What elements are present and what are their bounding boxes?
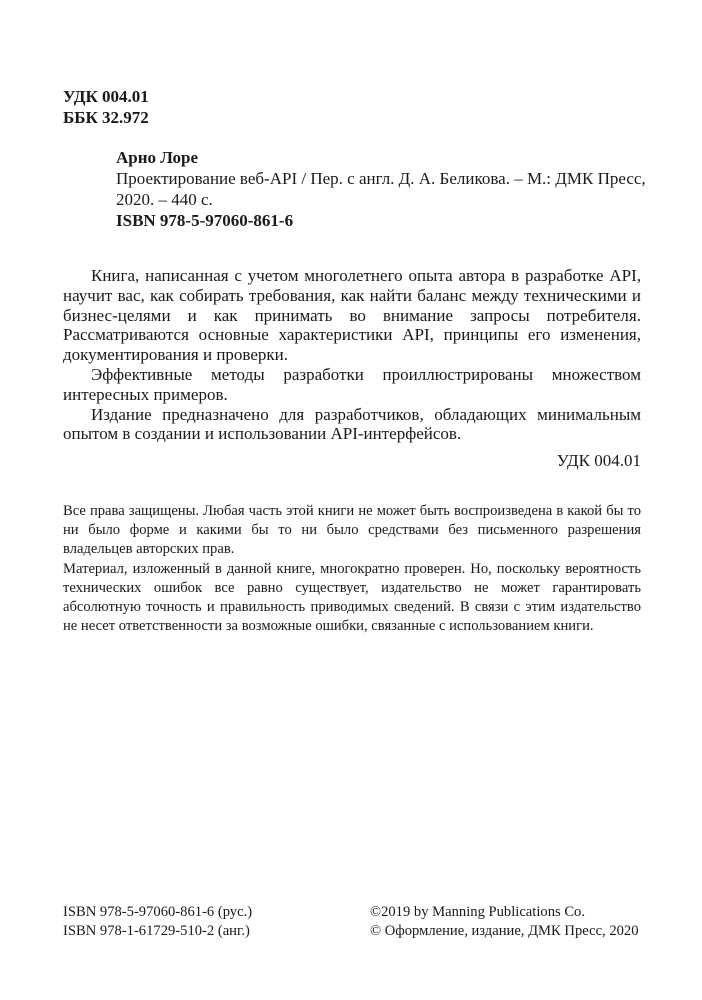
rights-paragraph: Все права защищены. Любая часть этой книги не может быть воспроизведена в какой бы то ни было форме и какими бы то ни было средствами без письменного разрешения владельцев авторских прав. bbox=[63, 503, 641, 558]
isbn-list bbox=[63, 903, 252, 941]
udk-code-right: УДК 004.01 bbox=[556, 451, 641, 470]
rights-paragraph: Материал, изложенный в данной книге, многократно проверен. Но, поскольку вероятность технических ошибок все равно существует, издательство не может гарантировать абсолютную точность и правильность приводимых сведений. В связи с этим издательство не несет ответственности за возможные ошибки, связанные с использованием книги. bbox=[63, 560, 641, 635]
author-name: Арно Лоре bbox=[116, 148, 199, 167]
bibliographic-citation bbox=[116, 147, 646, 231]
copyright-original: ©2019 by Manning Publications Co. bbox=[370, 904, 585, 920]
title-description-line2: 2020. – 440 с. bbox=[116, 190, 213, 209]
classification-codes bbox=[63, 86, 149, 128]
isbn-english: ISBN 978-1-61729-510-2 (анг.) bbox=[63, 923, 250, 939]
bbk-code: ББК 32.972 bbox=[63, 108, 149, 127]
isbn-russian: ISBN 978-5-97060-861-6 (рус.) bbox=[63, 904, 253, 920]
udk-code: УДК 004.01 bbox=[63, 87, 149, 106]
title-description-line1: Проектирование веб-API / Пер. с англ. Д. А. Беликова. – М.: ДМК Пресс, bbox=[116, 169, 646, 188]
book-abstract bbox=[63, 266, 641, 444]
copyright-edition: © Оформление, издание, ДМК Пресс, 2020 bbox=[370, 923, 639, 939]
copyright-list bbox=[370, 903, 639, 941]
abstract-paragraph: Книга, написанная с учетом многолетнего опыта автора в разработке API, научит вас, как собирать требования, как найти баланс между техническими и бизнес-целями и как принимать во внимание запросы потребителя. Рассматриваются основные характеристики API, принципы его изменения, документирования и проверки. bbox=[63, 266, 641, 365]
abstract-paragraph: Издание предназначено для разработчиков, обладающих минимальным опытом в создании и использовании API-интерфейсов. bbox=[63, 404, 641, 444]
abstract-paragraph: Эффективные методы разработки проиллюстрированы множеством интересных примеров. bbox=[63, 364, 641, 404]
rights-notice bbox=[63, 502, 641, 636]
citation-isbn: ISBN 978-5-97060-861-6 bbox=[116, 211, 294, 230]
